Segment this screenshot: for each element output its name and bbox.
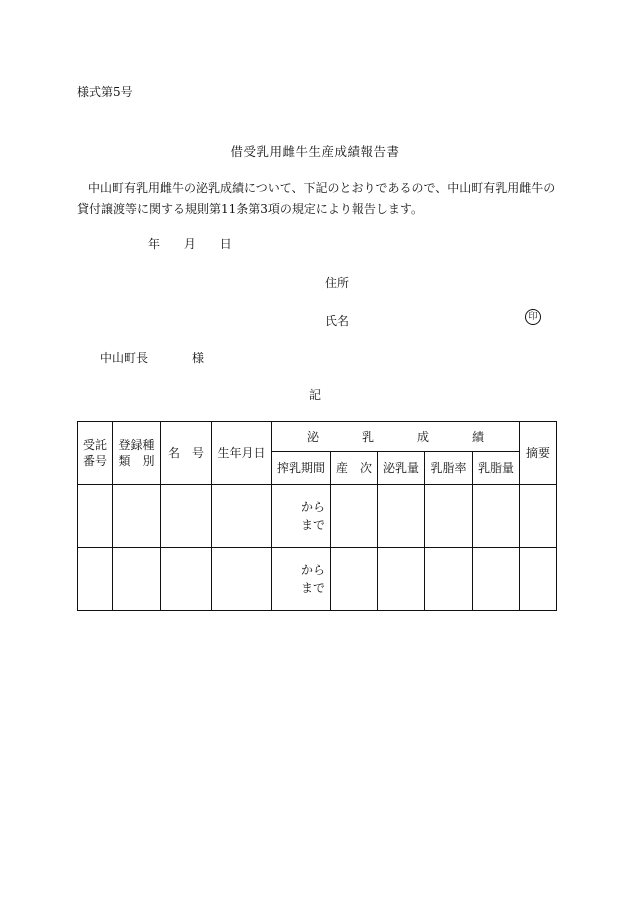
cell-name[interactable] [161,485,212,548]
header-milk-yield: 泌乳量 [378,452,425,485]
table-row [78,485,557,548]
header-milking-period: 搾乳期間 [272,452,331,485]
document-title: 借受乳用雌牛生産成績報告書 [230,144,400,159]
results-table [77,421,557,611]
cell-fat-amount[interactable] [473,485,520,548]
header-entrust-number [78,422,113,485]
period-from-label: から [300,563,325,577]
header-registration-type-line2: 類 別 [118,454,155,468]
header-lactation-char-1: 泌 [307,429,320,444]
date-line [148,235,232,252]
address-label: 住所 [325,276,350,290]
body-text-line-1: 中山町有乳用雌牛の泌乳成績について、下記のとおりであるので、中山町有乳用雌牛の [88,181,556,195]
header-parity: 産 次 [331,452,378,485]
header-fat-rate: 乳脂率 [425,452,473,485]
addressee-honorific: 様 [192,351,205,365]
header-remarks: 摘要 [520,422,557,485]
header-registration-type-line1: 登録種 [118,438,155,452]
cell-birthdate[interactable] [212,485,272,548]
ki-heading: 記 [308,388,321,402]
date-day: 日 [219,237,232,251]
period-from-label: から [300,500,325,514]
table-row [78,548,557,611]
form-number: 様式第5号 [77,85,133,99]
cell-registration-type[interactable] [113,485,161,548]
header-birthdate: 生年月日 [212,422,272,485]
cell-remarks[interactable] [520,485,557,548]
header-entrust-number-line2: 番号 [82,454,107,468]
date-month: 月 [183,237,196,251]
cell-birthdate[interactable] [212,548,272,611]
cell-entrust-number[interactable] [78,548,113,611]
cell-parity[interactable] [331,485,378,548]
date-year: 年 [148,237,161,251]
period-to-label: まで [300,518,325,532]
header-lactation-results [272,422,520,452]
addressee-name: 中山町長 [100,351,149,365]
cell-fat-amount[interactable] [473,548,520,611]
header-lactation-char-3: 成 [416,429,429,444]
cell-fat-rate[interactable] [425,485,473,548]
name-label: 氏名 [325,314,350,328]
cell-parity[interactable] [331,548,378,611]
cell-name[interactable] [161,548,212,611]
cell-milking-period[interactable] [272,548,331,611]
header-registration-type [113,422,161,485]
header-lactation-char-4: 績 [471,429,484,444]
cell-remarks[interactable] [520,548,557,611]
header-fat-amount: 乳脂量 [473,452,520,485]
period-to-label: まで [300,581,325,595]
cell-milk-yield[interactable] [378,548,425,611]
cell-milk-yield[interactable] [378,485,425,548]
cell-entrust-number[interactable] [78,485,113,548]
addressee [100,349,204,366]
cell-fat-rate[interactable] [425,548,473,611]
cell-milking-period[interactable] [272,485,331,548]
header-lactation-char-2: 乳 [361,429,374,444]
body-text-line-2: 貸付譲渡等に関する規則第11条第3項の規定により報告します。 [77,202,423,216]
header-entrust-number-line1: 受託 [82,438,107,452]
cell-registration-type[interactable] [113,548,161,611]
seal-mark: 印 [525,309,541,325]
header-name: 名 号 [161,422,212,485]
